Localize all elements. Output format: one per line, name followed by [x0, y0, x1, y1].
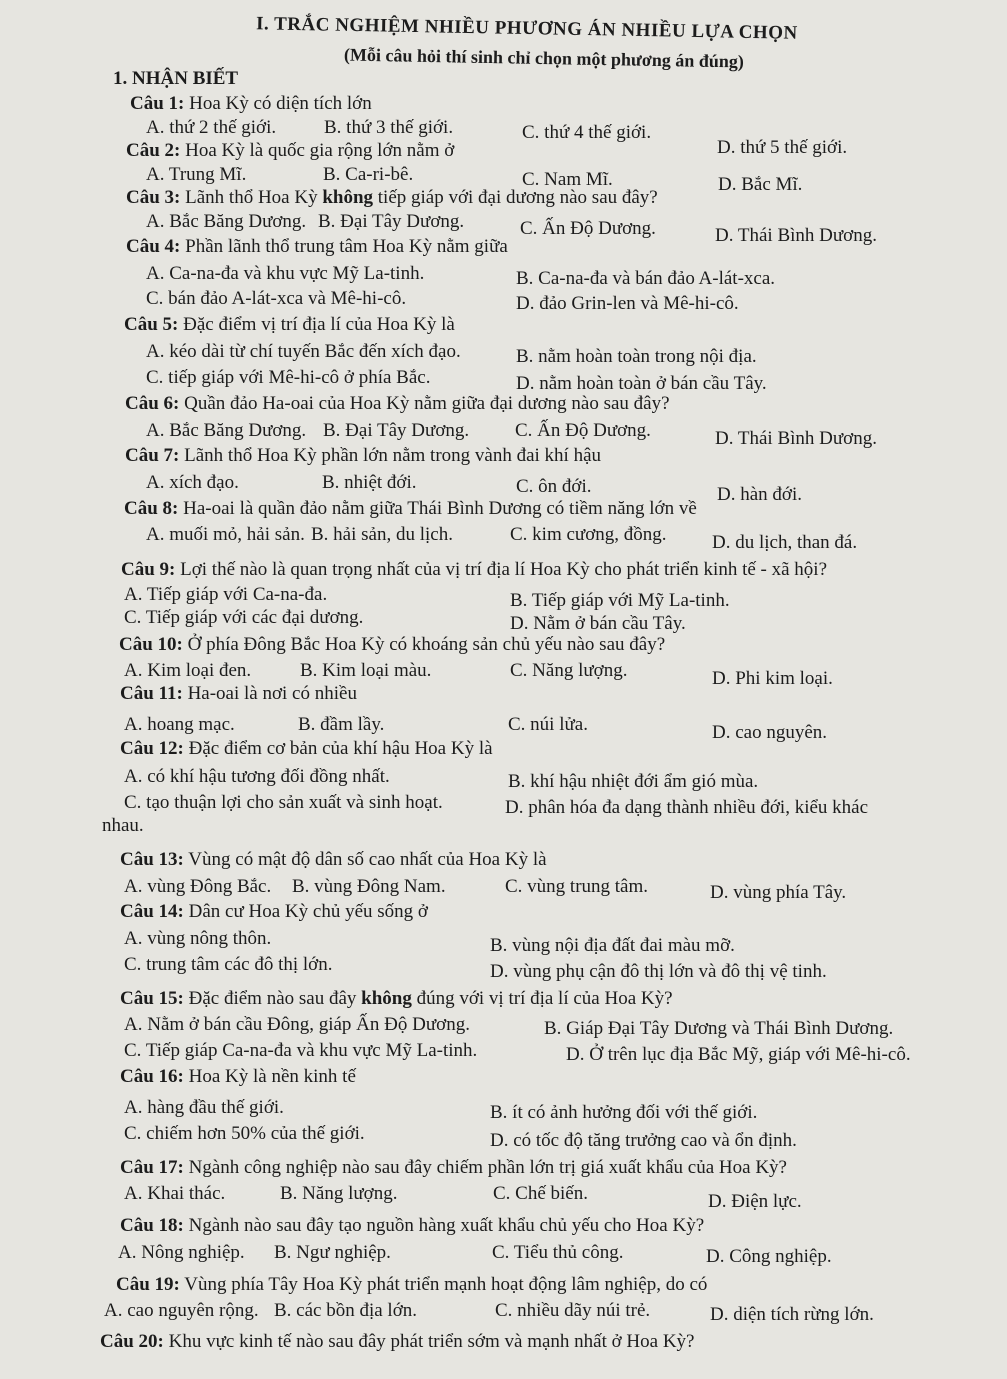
option-b[interactable]: B. vùng Đông Nam.	[292, 876, 446, 897]
option-b[interactable]: B. thứ 3 thế giới.	[324, 117, 454, 138]
option-b[interactable]: B. các bồn địa lớn.	[274, 1300, 418, 1321]
option-a[interactable]: A. vùng nông thôn.	[124, 928, 272, 949]
option-d[interactable]: D. nằm hoàn toàn ở bán cầu Tây.	[516, 373, 767, 394]
option-d[interactable]: D. vùng phía Tây.	[710, 882, 847, 903]
question-text: Lợi thế nào là quan trọng nhất của vị trí địa lí Hoa Kỳ cho phát triển kinh tế - xã hội?	[180, 559, 828, 580]
option-a[interactable]: A. hoang mạc.	[124, 714, 235, 735]
option-a[interactable]: A. Kim loại đen.	[124, 660, 252, 681]
question-number: Câu 3:	[126, 187, 181, 208]
option-b[interactable]: B. ít có ảnh hưởng đối với thế giới.	[490, 1102, 758, 1123]
option-a[interactable]: A. cao nguyên rộng.	[104, 1300, 259, 1321]
option-d[interactable]: D. vùng phụ cận đô thị lớn và đô thị vệ tinh.	[490, 961, 827, 982]
question-number: Câu 9:	[121, 559, 176, 580]
question-number: Câu 15:	[120, 988, 184, 1009]
question-number: Câu 11:	[120, 683, 183, 704]
option-d-continuation: nhau.	[102, 815, 144, 836]
question-number: Câu 20:	[100, 1331, 164, 1352]
question-emphasis: không	[361, 988, 412, 1009]
option-b[interactable]: B. nhiệt đới.	[322, 472, 417, 493]
question-number: Câu 1:	[130, 93, 185, 114]
option-b[interactable]: B. đầm lầy.	[298, 714, 385, 735]
section-title: I. TRẮC NGHIỆM NHIỀU PHƯƠNG ÁN NHIỀU LỰA CHỌN	[255, 13, 798, 44]
option-d[interactable]: D. Bắc Mĩ.	[718, 174, 803, 195]
option-c[interactable]: C. Năng lượng.	[510, 660, 628, 681]
option-a[interactable]: A. Bắc Băng Dương.	[146, 420, 307, 441]
option-a[interactable]: A. Nằm ở bán cầu Đông, giáp Ấn Độ Dương.	[124, 1014, 470, 1035]
option-c[interactable]: C. thứ 4 thế giới.	[522, 122, 652, 143]
option-c[interactable]: C. vùng trung tâm.	[505, 876, 649, 897]
question-number: Câu 6:	[125, 393, 180, 414]
question-text: Hoa Kỳ là quốc gia rộng lớn nằm ở	[185, 140, 455, 161]
question-text: Hoa Kỳ có diện tích lớn	[189, 93, 372, 114]
option-a[interactable]: A. Ca-na-đa và khu vực Mỹ La-tinh.	[146, 263, 425, 284]
option-a[interactable]: A. Khai thác.	[124, 1183, 226, 1204]
option-d[interactable]: D. Phi kim loại.	[712, 668, 833, 689]
option-d[interactable]: D. phân hóa đa dạng thành nhiều đới, kiểu khác	[505, 797, 869, 818]
question-text: đúng với vị trí địa lí của Hoa Kỳ?	[416, 988, 673, 1009]
question-text: Ngành nào sau đây tạo nguồn hàng xuất khẩu chủ yếu cho Hoa Kỳ?	[188, 1215, 705, 1236]
option-c[interactable]: C. ôn đới.	[516, 476, 592, 497]
question-emphasis: không	[322, 187, 374, 208]
option-b[interactable]: B. Giáp Đại Tây Dương và Thái Bình Dương.	[544, 1018, 894, 1039]
option-d[interactable]: D. Thái Bình Dương.	[715, 225, 877, 246]
question-number: Câu 7:	[125, 445, 180, 466]
option-c[interactable]: C. bán đảo A-lát-xca và Mê-hi-cô.	[146, 288, 407, 309]
question-text: Hoa Kỳ là nền kinh tế	[188, 1066, 356, 1087]
option-a[interactable]: A. muối mỏ, hải sản.	[146, 524, 305, 545]
question-text: Ở phía Đông Bắc Hoa Kỳ có khoáng sản chủ yếu nào sau đây?	[187, 634, 666, 655]
option-b[interactable]: B. Ca-na-đa và bán đảo A-lát-xca.	[516, 268, 776, 289]
question-text: Vùng có mật độ dân số cao nhất của Hoa Kỳ là	[188, 849, 547, 870]
option-c[interactable]: C. Chế biến.	[493, 1183, 588, 1204]
question-text: Vùng phía Tây Hoa Kỳ phát triển mạnh hoạt động lâm nghiệp, do có	[184, 1274, 708, 1295]
option-b[interactable]: B. Tiếp giáp với Mỹ La-tinh.	[510, 590, 730, 611]
option-a[interactable]: A. có khí hậu tương đối đồng nhất.	[124, 766, 390, 787]
question-number: Câu 8:	[124, 498, 179, 519]
question-number: Câu 4:	[126, 236, 181, 257]
question-number: Câu 5:	[124, 314, 179, 335]
option-b[interactable]: B. nằm hoàn toàn trong nội địa.	[516, 346, 757, 367]
option-c[interactable]: C. tạo thuận lợi cho sản xuất và sinh hoạt.	[124, 792, 443, 813]
option-c[interactable]: C. kim cương, đồng.	[510, 524, 667, 545]
question-text: Đặc điểm cơ bản của khí hậu Hoa Kỳ là	[188, 738, 493, 759]
option-a[interactable]: A. Trung Mĩ.	[146, 164, 247, 185]
option-c[interactable]: C. Ấn Độ Dương.	[515, 420, 651, 441]
option-d[interactable]: D. diện tích rừng lớn.	[710, 1304, 874, 1325]
option-b[interactable]: B. Ngư nghiệp.	[274, 1242, 391, 1263]
option-c[interactable]: C. Tiểu thủ công.	[492, 1242, 624, 1263]
option-b[interactable]: B. hải sản, du lịch.	[311, 524, 453, 545]
subsection-title: 1. NHẬN BIẾT	[113, 68, 239, 89]
question-number: Câu 19:	[116, 1274, 180, 1295]
option-b[interactable]: B. Đại Tây Dương.	[323, 420, 470, 441]
option-a[interactable]: A. hàng đầu thế giới.	[124, 1097, 284, 1118]
question-text: Đặc điểm nào sau đây	[188, 988, 357, 1009]
question-text: Ha-oai là nơi có nhiều	[187, 683, 357, 704]
question-text: Dân cư Hoa Kỳ chủ yếu sống ở	[188, 901, 428, 922]
question-number: Câu 12:	[120, 738, 184, 759]
option-c[interactable]: C. tiếp giáp với Mê-hi-cô ở phía Bắc.	[146, 367, 431, 388]
question-text: tiếp giáp với đại dương nào sau đây?	[377, 187, 658, 208]
option-b[interactable]: B. Kim loại màu.	[300, 660, 432, 681]
question-number: Câu 14:	[120, 901, 184, 922]
question-text: Lãnh thổ Hoa Kỳ phần lớn nằm trong vành đai khí hậu	[184, 445, 602, 466]
question-number: Câu 17:	[120, 1157, 184, 1178]
option-d[interactable]: D. Công nghiệp.	[706, 1246, 832, 1267]
option-c[interactable]: C. nhiều dãy núi trẻ.	[495, 1300, 651, 1321]
question-text: Đặc điểm vị trí địa lí của Hoa Kỳ là	[183, 314, 455, 335]
question-text: Quần đảo Ha-oai của Hoa Kỳ nằm giữa đại dương nào sau đây?	[184, 393, 670, 414]
option-a[interactable]: A. kéo dài từ chí tuyến Bắc đến xích đạo.	[146, 341, 461, 362]
option-b[interactable]: B. Ca-ri-bê.	[323, 164, 414, 185]
option-b[interactable]: B. khí hậu nhiệt đới ẩm gió mùa.	[508, 771, 759, 792]
option-a[interactable]: A. Tiếp giáp với Ca-na-đa.	[124, 584, 328, 605]
question-number: Câu 16:	[120, 1066, 184, 1087]
option-a[interactable]: A. vùng Đông Bắc.	[124, 876, 272, 897]
option-d[interactable]: D. Nằm ở bán cầu Tây.	[510, 613, 686, 634]
option-d[interactable]: D. có tốc độ tăng trưởng cao và ổn định.	[490, 1130, 797, 1151]
option-c[interactable]: C. Ấn Độ Dương.	[520, 218, 656, 239]
option-b[interactable]: B. Năng lượng.	[280, 1183, 398, 1204]
option-c[interactable]: C. Tiếp giáp với các đại dương.	[124, 607, 364, 628]
option-a[interactable]: A. thứ 2 thế giới.	[146, 117, 277, 138]
option-d[interactable]: D. thứ 5 thế giới.	[717, 137, 848, 158]
option-d[interactable]: D. đảo Grin-len và Mê-hi-cô.	[516, 293, 739, 314]
option-b[interactable]: B. Đại Tây Dương.	[318, 211, 465, 232]
option-d[interactable]: D. Ở trên lục địa Bắc Mỹ, giáp với Mê-hi-cô.	[566, 1044, 911, 1065]
question-text: Phần lãnh thổ trung tâm Hoa Kỳ nằm giữa	[185, 236, 508, 257]
question-text: Ngành công nghiệp nào sau đây chiếm phần lớn trị giá xuất khẩu của Hoa Kỳ?	[188, 1157, 787, 1178]
question-number: Câu 13:	[120, 849, 184, 870]
option-d[interactable]: D. du lịch, than đá.	[712, 532, 858, 553]
option-c[interactable]: C. núi lửa.	[508, 714, 588, 735]
question-text: Ha-oai là quần đảo nằm giữa Thái Bình Dương có tiềm năng lớn về	[183, 498, 697, 519]
option-c[interactable]: C. chiếm hơn 50% của thế giới.	[124, 1123, 365, 1144]
option-b[interactable]: B. vùng nội địa đất đai màu mỡ.	[490, 935, 735, 956]
option-d[interactable]: D. Thái Bình Dương.	[715, 428, 877, 449]
question-number: Câu 2:	[126, 140, 181, 161]
section-subtitle: (Mỗi câu hỏi thí sinh chỉ chọn một phương án đúng)	[343, 44, 745, 72]
option-c[interactable]: C. Nam Mĩ.	[522, 169, 613, 190]
question-text: Lãnh thổ Hoa Kỳ	[185, 187, 318, 208]
option-d[interactable]: D. hàn đới.	[717, 484, 802, 505]
option-a[interactable]: A. Bắc Băng Dương.	[146, 211, 307, 232]
option-d[interactable]: D. cao nguyên.	[712, 722, 828, 743]
option-c[interactable]: C. Tiếp giáp Ca-na-đa và khu vực Mỹ La-tinh.	[124, 1040, 478, 1061]
question-text: Khu vực kinh tế nào sau đây phát triển sớm và mạnh nhất ở Hoa Kỳ?	[168, 1331, 695, 1352]
question-number: Câu 10:	[119, 634, 183, 655]
option-a[interactable]: A. xích đạo.	[146, 472, 239, 493]
option-c[interactable]: C. trung tâm các đô thị lớn.	[124, 954, 333, 975]
question-number: Câu 18:	[120, 1215, 184, 1236]
option-d[interactable]: D. Điện lực.	[708, 1191, 802, 1212]
option-a[interactable]: A. Nông nghiệp.	[118, 1242, 245, 1263]
